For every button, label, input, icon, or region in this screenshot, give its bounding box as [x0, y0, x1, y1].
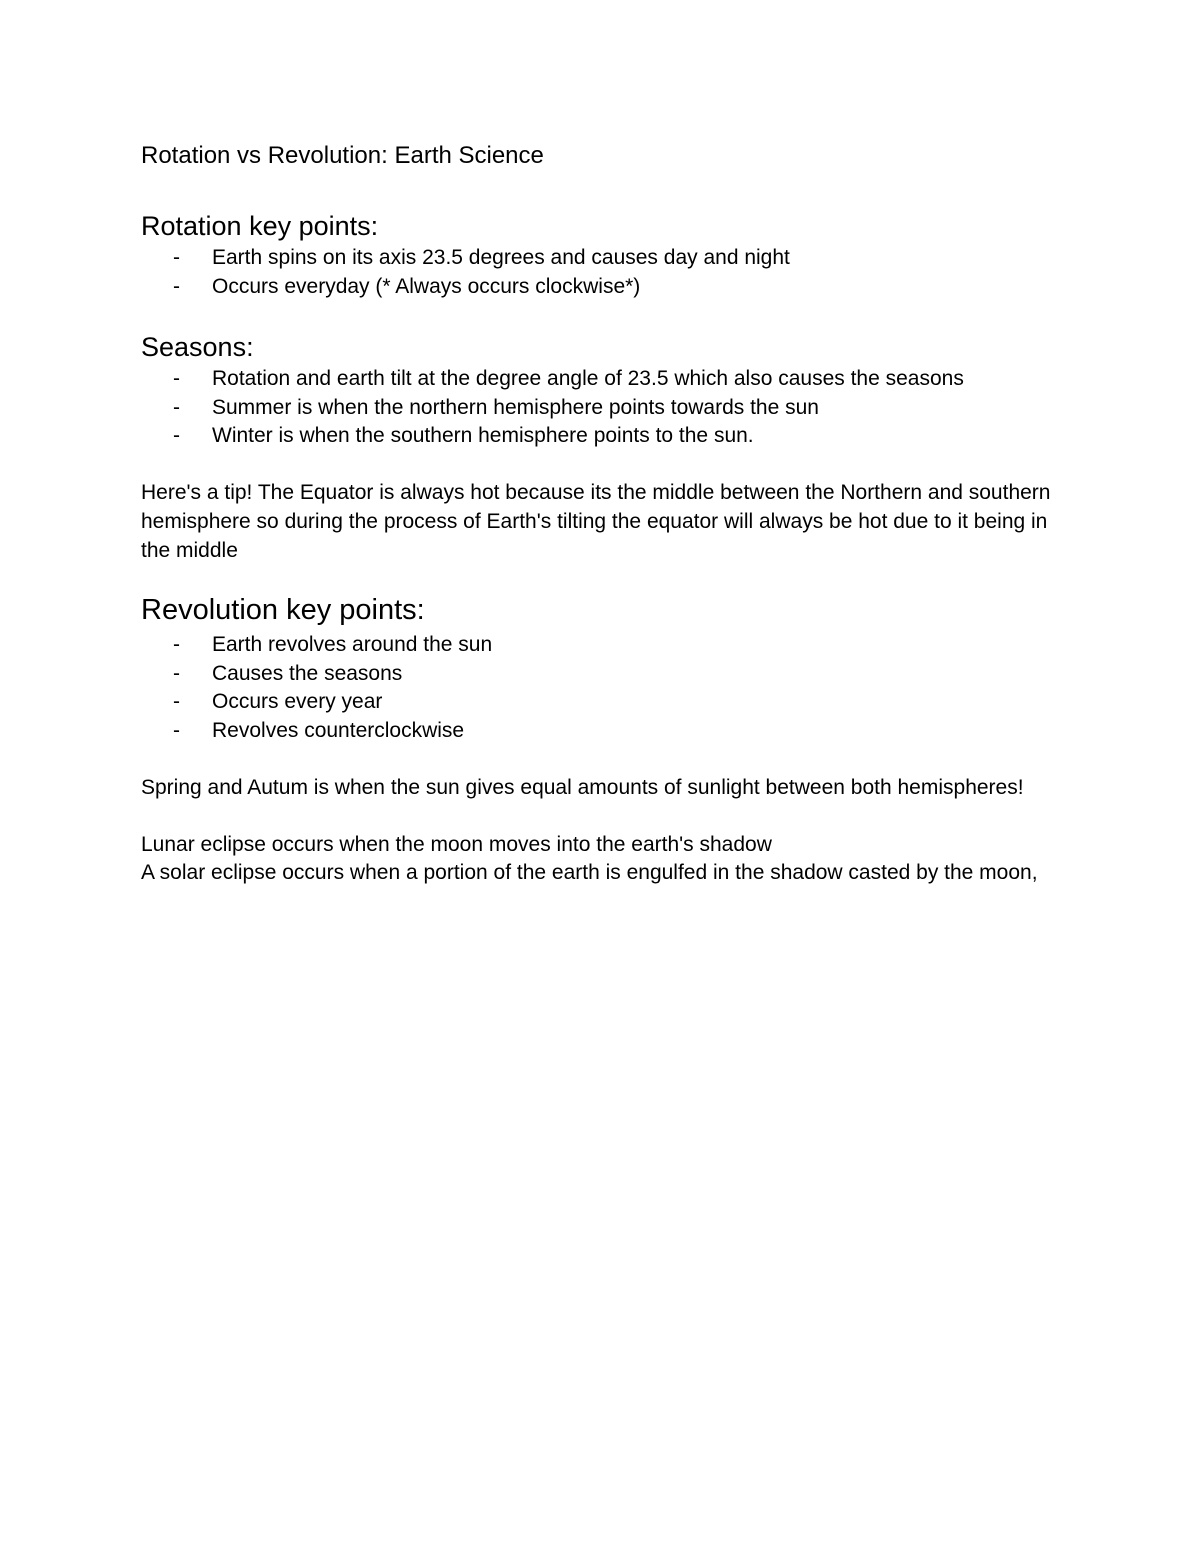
rotation-heading: Rotation key points: [141, 211, 379, 241]
list-item-text: Earth spins on its axis 23.5 degrees and causes day and night [212, 246, 790, 269]
list-item [141, 365, 1091, 394]
bullet-dash: - [173, 274, 180, 298]
bullet-dash: - [173, 246, 180, 269]
list-item [141, 688, 1091, 717]
rotation-list [141, 244, 1091, 301]
bullet-dash: - [173, 395, 180, 419]
bullet-dash: - [173, 661, 180, 685]
tip-paragraph: Here's a tip! The Equator is always hot because its the middle between the Northern and southern hemisphere so during the process of Earth's tilting the equator will always be hot due to it being in the middle [141, 481, 1051, 562]
document-title: Rotation vs Revolution: Earth Science [141, 142, 544, 169]
list-item [141, 244, 1091, 273]
seasons-heading: Seasons: [141, 332, 254, 362]
list-item [141, 273, 1091, 302]
list-item-text: Causes the seasons [212, 661, 403, 685]
list-item-text: Earth revolves around the sun [212, 633, 493, 656]
seasons-list [141, 365, 1091, 451]
bullet-dash: - [173, 367, 180, 390]
list-item-text: Occurs everyday (* Always occurs clockwise*) [212, 274, 641, 298]
bullet-dash: - [173, 633, 180, 656]
list-item [141, 422, 1091, 451]
bullet-dash: - [173, 719, 180, 743]
lunar-eclipse-note: Lunar eclipse occurs when the moon moves into the earth's shadow [141, 833, 772, 856]
bullet-dash: - [173, 424, 180, 448]
list-item [141, 660, 1091, 689]
list-item-text: Occurs every year [212, 690, 383, 714]
list-item [141, 631, 1091, 660]
list-item-text: Revolves counterclockwise [212, 719, 465, 743]
list-item-text: Summer is when the northern hemisphere points towards the sun [212, 395, 819, 419]
list-item-text: Rotation and earth tilt at the degree angle of 23.5 which also causes the seasons [212, 367, 964, 390]
spring-autumn-note: Spring and Autum is when the sun gives equal amounts of sunlight between both hemispheres! [141, 776, 1024, 799]
list-item [141, 717, 1091, 746]
list-item-text: Winter is when the southern hemisphere points to the sun. [212, 424, 754, 448]
list-item [141, 394, 1091, 423]
revolution-list [141, 631, 1091, 746]
bullet-dash: - [173, 690, 180, 714]
solar-eclipse-note: A solar eclipse occurs when a portion of the earth is engulfed in the shadow casted by the moon, [141, 861, 1038, 884]
revolution-heading: Revolution key points: [141, 594, 425, 626]
